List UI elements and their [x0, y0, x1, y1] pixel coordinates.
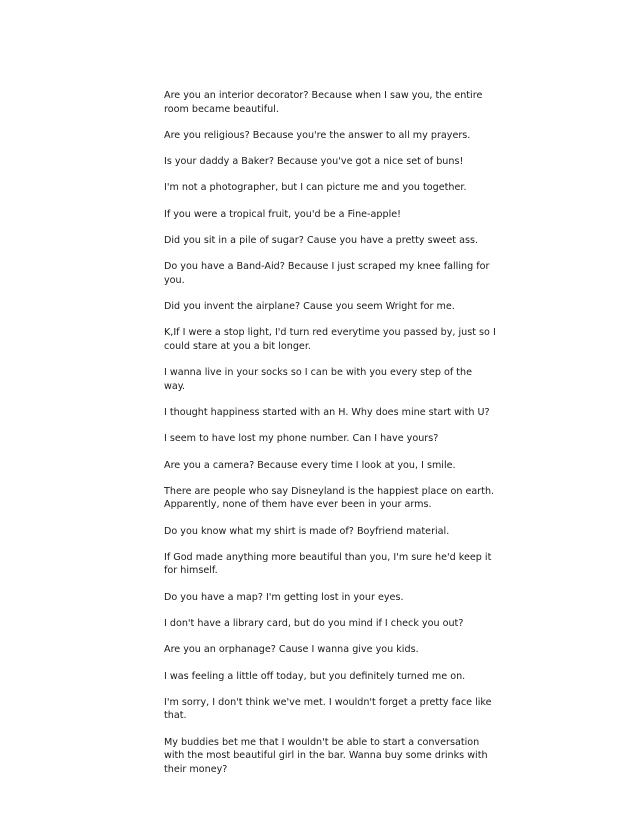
paragraph: I'm sorry, I don't think we've met. I wouldn't forget a pretty face like that. [164, 696, 492, 722]
paragraph: There are people who say Disneyland is the happiest place on earth. Apparently, none of them have ever been in your arms. [164, 485, 495, 511]
paragraph: Are you a camera? Because every time I look at you, I smile. [164, 459, 456, 471]
paragraph: If you were a tropical fruit, you'd be a Fine-apple! [164, 208, 401, 220]
paragraph: I don't have a library card, but do you mind if I check you out? [164, 618, 464, 630]
paragraph: Do you have a Band-Aid? Because I just scraped my knee falling for you. [164, 261, 490, 286]
document-body [164, 89, 496, 789]
paragraph: My buddies bet me that I wouldn't be able to start a conversation with the most beautiful girl in the bar. Wanna buy some drinks with their money? [164, 736, 488, 775]
paragraph: Are you religious? Because you're the answer to all my prayers. [164, 129, 471, 141]
paragraph: I thought happiness started with an H. Why does mine start with U? [164, 406, 490, 418]
paragraph: I'm not a photographer, but I can picture me and you together. [164, 182, 467, 194]
paragraph: Is your daddy a Baker? Because you've got a nice set of buns! [164, 156, 464, 168]
paragraph: I seem to have lost my phone number. Can I have yours? [164, 433, 439, 445]
paragraph: K,If I were a stop light, I'd turn red everytime you passed by, just so I could stare at you a bit longer. [164, 327, 496, 352]
paragraph: Do you know what my shirt is made of? Boyfriend material. [164, 525, 450, 537]
paragraph: Did you sit in a pile of sugar? Cause you have a pretty sweet ass. [164, 234, 479, 246]
paragraph: Are you an interior decorator? Because when I saw you, the entire room became beautiful. [164, 90, 483, 115]
paragraph: Did you invent the airplane? Cause you seem Wright for me. [164, 301, 455, 313]
paragraph: Are you an orphanage? Cause I wanna give you kids. [164, 644, 419, 656]
paragraph: Do you have a map? I'm getting lost in your eyes. [164, 591, 404, 603]
paragraph: If God made anything more beautiful than you, I'm sure he'd keep it for himself. [164, 551, 492, 577]
paragraph: I wanna live in your socks so I can be with you every step of the way. [164, 367, 473, 392]
paragraph: I was feeling a little off today, but you definitely turned me on. [164, 670, 466, 682]
